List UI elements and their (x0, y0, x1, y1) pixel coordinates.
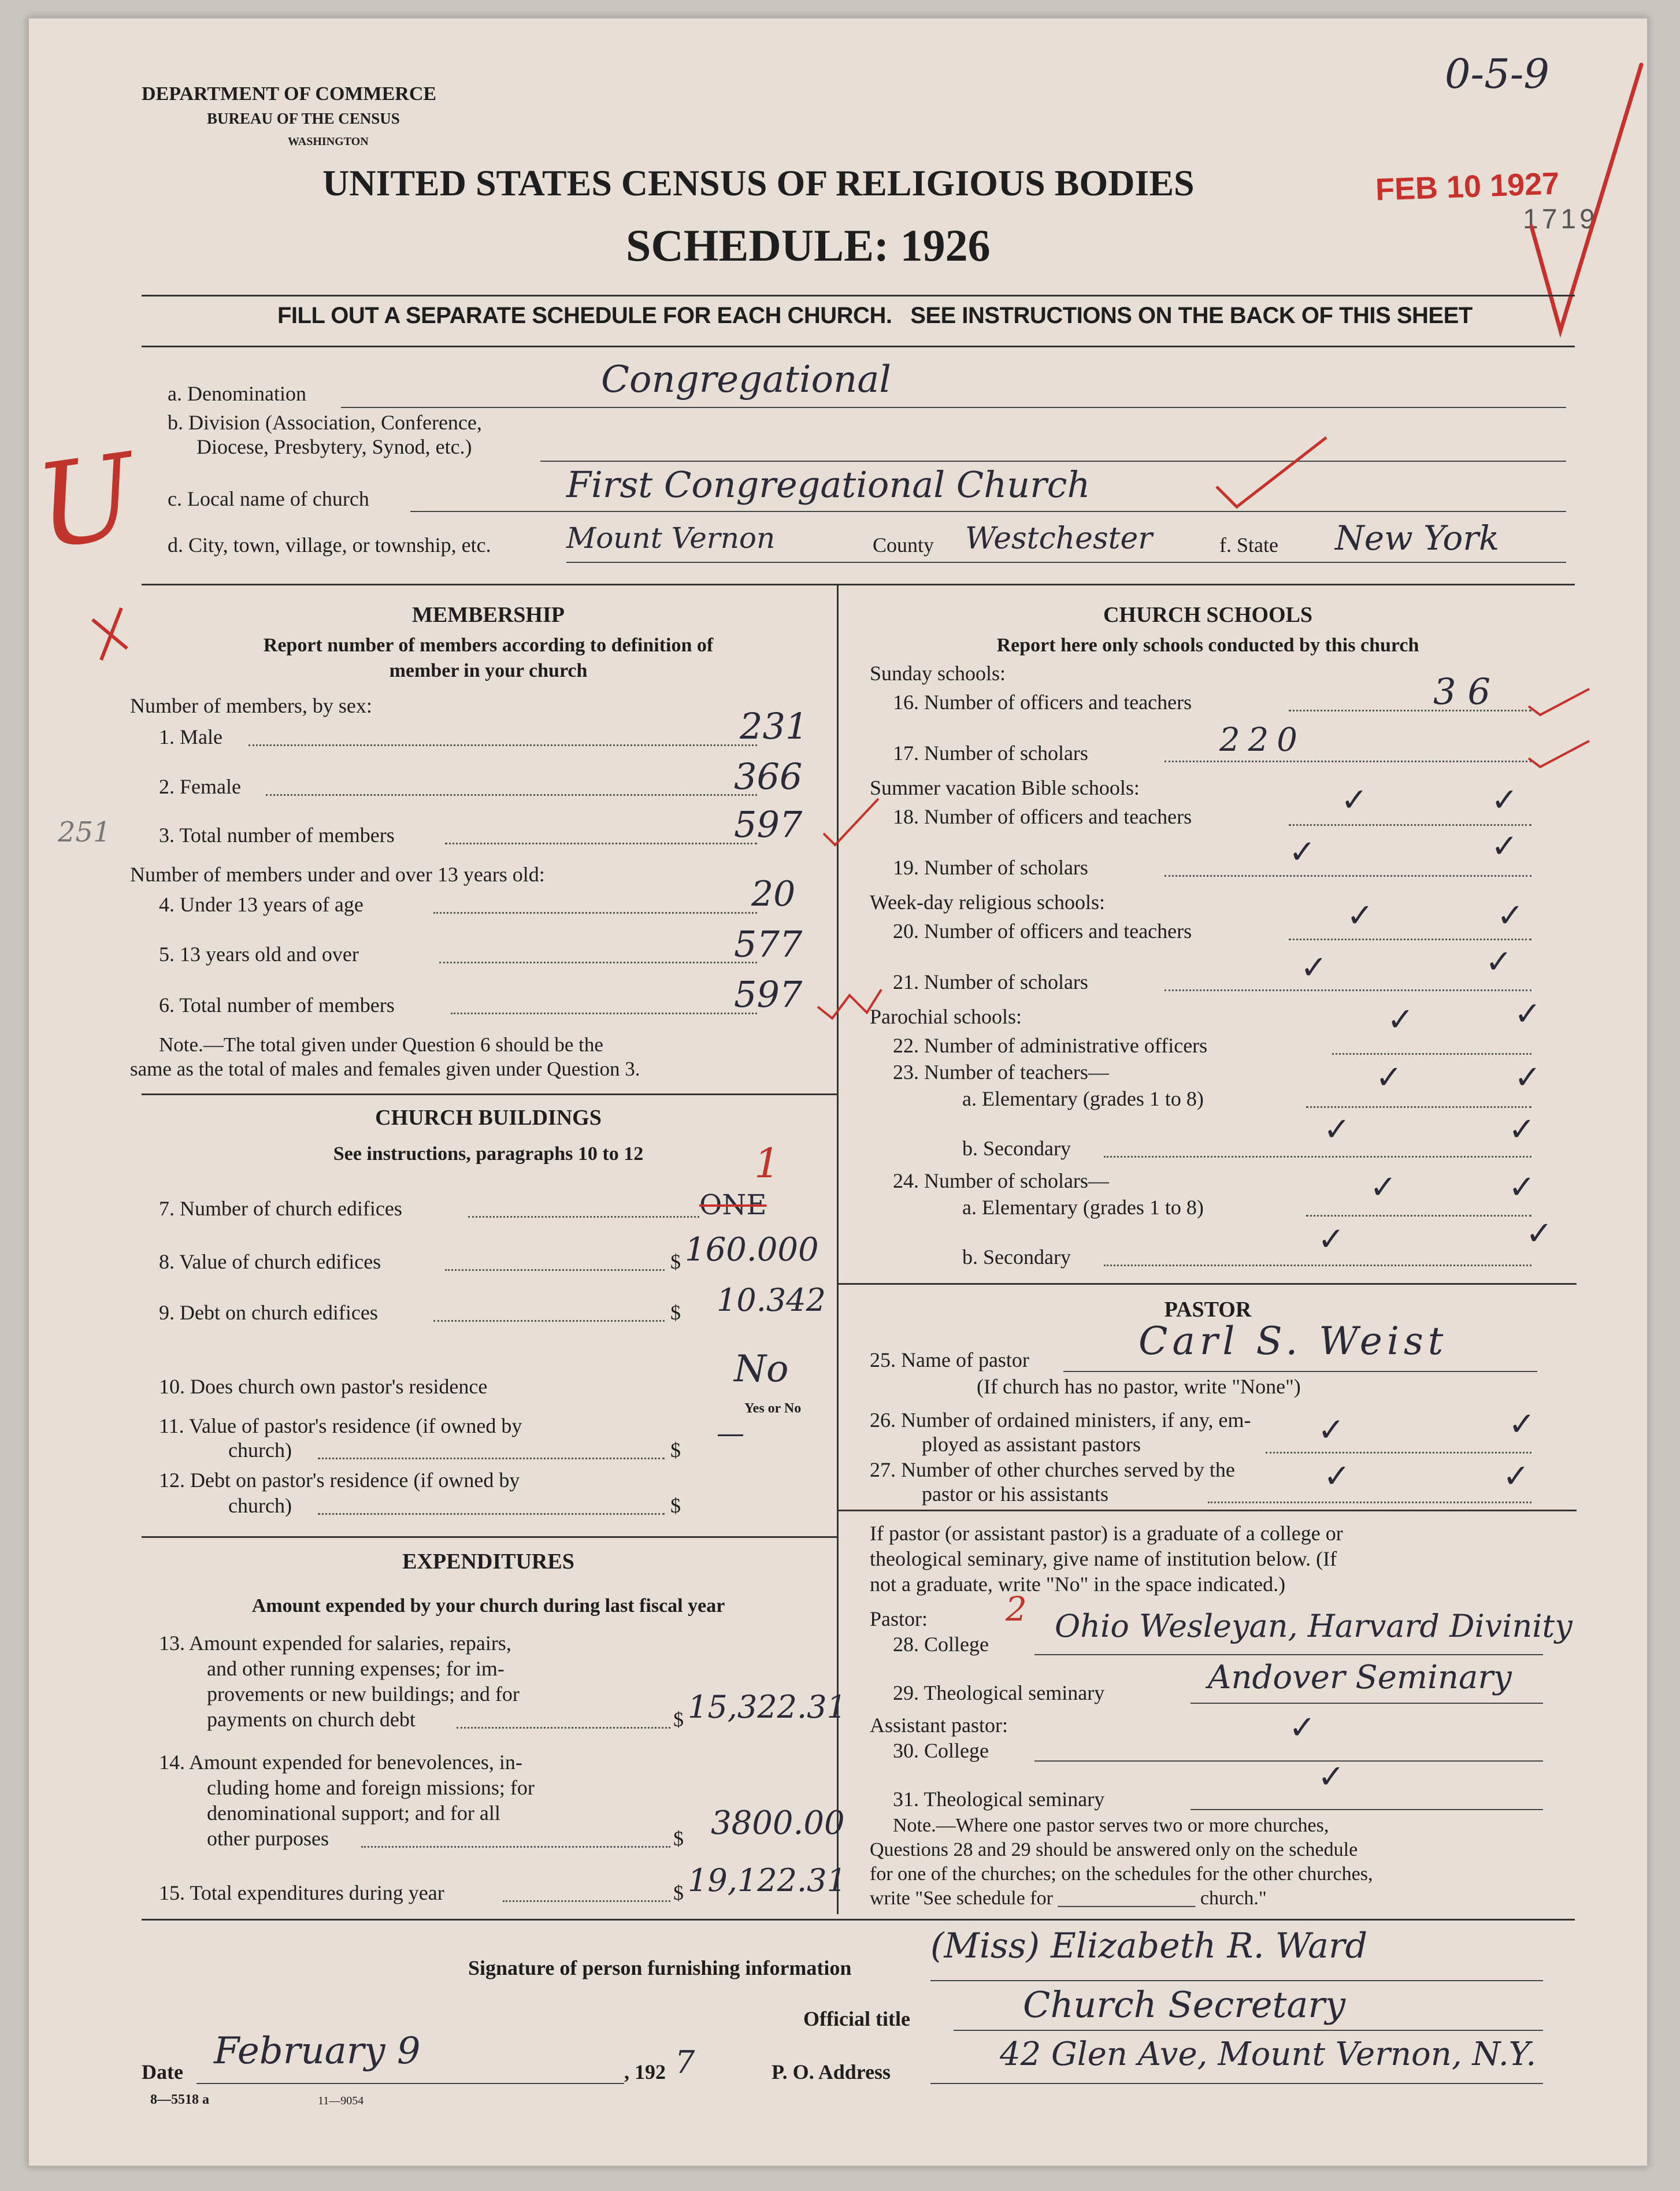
q23-label: 23. Number of teachers— (893, 1061, 1109, 1084)
q10-value[interactable]: No (734, 1348, 789, 1391)
q2-female-value[interactable]: 366 (734, 755, 803, 798)
q25-label: 25. Name of pastor (870, 1348, 1029, 1371)
county-label: County (873, 533, 934, 557)
members-by-age-label: Number of members under and over 13 years old: (130, 863, 545, 886)
q8-dollar: $ (670, 1250, 681, 1273)
schools-subheading: Report here only schools conducted by this church (996, 635, 1419, 656)
division-label-2: Diocese, Presbytery, Synod, etc.) (196, 435, 472, 458)
weekday-schools-label: Week-day religious schools: (870, 891, 1106, 914)
address-label: P. O. Address (772, 2060, 891, 2084)
q15-value[interactable]: 19,122.31 (688, 1862, 847, 1899)
check-q27-a: ✓ (1323, 1458, 1351, 1495)
department-label: DEPARTMENT OF COMMERCE (142, 83, 437, 105)
check-q21-a: ✓ (1300, 949, 1327, 987)
q11-value[interactable]: — (717, 1417, 744, 1449)
q6-total-label: 6. Total number of members (159, 993, 395, 1017)
q12-dollar: $ (670, 1494, 681, 1517)
q11-label-1: 11. Value of pastor's residence (if owned by (159, 1414, 522, 1437)
margin-note-251: 251 (58, 816, 111, 848)
q24a-label: a. Elementary (grades 1 to 8) (962, 1196, 1204, 1219)
check-q18-b: ✓ (1491, 781, 1518, 819)
q14-label-1: 14. Amount expended for benevolences, in- (159, 1751, 522, 1774)
check-q23a-b: ✓ (1514, 1059, 1541, 1096)
pastor-note-1: Note.—Where one pastor serves two or more churches, (893, 1815, 1329, 1836)
denomination-label: a. Denomination (168, 382, 306, 405)
q24b-label: b. Secondary (962, 1245, 1071, 1269)
q26-label-2: ployed as assistant pastors (922, 1433, 1141, 1456)
assistant-pastor-label: Assistant pastor: (870, 1714, 1008, 1737)
check-q21-b: ✓ (1485, 943, 1512, 981)
q7-edifices-value[interactable]: 1 (754, 1140, 780, 1187)
check-q20-a: ✓ (1347, 897, 1374, 935)
q27-label-2: pastor or his assistants (922, 1482, 1108, 1506)
graduate-instructions-2: theological seminary, give name of institution below. (If (870, 1547, 1337, 1570)
q28-label: 28. College (893, 1633, 989, 1656)
q13-label-1: 13. Amount expended for salaries, repairs, (159, 1632, 511, 1655)
q13-label-2: and other running expenses; for im- (207, 1657, 505, 1680)
membership-heading: MEMBERSHIP (412, 603, 565, 627)
signature-value[interactable]: (Miss) Elizabeth R. Ward (930, 1926, 1368, 1966)
q6-total-value[interactable]: 597 (734, 973, 803, 1015)
q25-pastor-name[interactable]: Carl S. Weist (1138, 1319, 1448, 1363)
q13-value[interactable]: 15,322.31 (688, 1689, 847, 1725)
q1-male-label: 1. Male (159, 725, 222, 748)
county-value[interactable]: Westchester (965, 521, 1153, 556)
q19-label: 19. Number of scholars (893, 856, 1088, 879)
q26-label-1: 26. Number of ordained ministers, if any, em- (870, 1408, 1251, 1432)
q22-label: 22. Number of administrative officers (893, 1034, 1208, 1057)
margin-cross-mark (81, 602, 144, 666)
q9-debt-label: 9. Debt on church edifices (159, 1301, 378, 1324)
form-number: 8—5518 a (150, 2092, 209, 2107)
check-q23b-b: ✓ (1508, 1111, 1536, 1148)
check-q18-a: ✓ (1341, 781, 1368, 819)
q24-label: 24. Number of scholars— (893, 1169, 1109, 1192)
q11-label-2: church) (228, 1439, 292, 1462)
print-number: 11—9054 (318, 2094, 364, 2107)
stamp-number: 1719 (1523, 204, 1599, 235)
q16-value[interactable]: 36 (1433, 670, 1502, 713)
expenditures-heading: EXPENDITURES (402, 1549, 574, 1574)
q8-value[interactable]: 160.000 (685, 1231, 819, 1269)
document-title: UNITED STATES CENSUS OF RELIGIOUS BODIES (322, 162, 1195, 203)
check-q22-a: ✓ (1387, 1001, 1414, 1039)
membership-note-1: Note.—The total given under Question 6 should be the (159, 1033, 603, 1056)
division-label: b. Division (Association, Conference, (168, 411, 482, 434)
membership-subheading-2: member in your church (389, 660, 588, 681)
city-label: WASHINGTON (288, 135, 369, 148)
q16-label: 16. Number of officers and teachers (893, 691, 1192, 714)
q9-dollar: $ (670, 1301, 681, 1324)
red-tick-mark (1214, 435, 1329, 510)
margin-mark-u: U (28, 428, 144, 576)
q18-label: 18. Number of officers and teachers (893, 805, 1192, 828)
q13-label-3: provements or new buildings; and for (207, 1682, 520, 1706)
check-q26-b: ✓ (1508, 1406, 1536, 1443)
q14-label-3: denominational support; and for all (207, 1801, 500, 1825)
state-label: f. State (1219, 533, 1278, 557)
check-q27-b: ✓ (1503, 1458, 1530, 1495)
red-tick-q3 (821, 793, 884, 851)
schools-heading: CHURCH SCHOOLS (1103, 603, 1313, 627)
q12-label-2: church) (228, 1494, 292, 1517)
denomination-value[interactable]: Congregational (601, 358, 891, 401)
yes-no-hint: Yes or No (744, 1401, 802, 1416)
q23b-label: b. Secondary (962, 1137, 1071, 1160)
check-q20-b: ✓ (1497, 897, 1524, 935)
pastor-mark-2: 2 (1006, 1589, 1027, 1629)
q5-over13-label: 5. 13 years old and over (159, 943, 359, 966)
q20-label: 20. Number of officers and teachers (893, 920, 1192, 943)
bureau-label: BUREAU OF THE CENSUS (207, 110, 400, 127)
q1-male-value[interactable]: 231 (740, 705, 809, 747)
parochial-schools-label: Parochial schools: (870, 1005, 1022, 1028)
q8-value-label: 8. Value of church edifices (159, 1250, 381, 1273)
q30-label: 30. College (893, 1739, 989, 1762)
graduate-instructions-3: not a graduate, write "No" in the space indicated.) (870, 1573, 1286, 1596)
date-value[interactable]: February 9 (214, 2030, 421, 2073)
q14-label-4: other purposes (207, 1827, 329, 1850)
q28-college-value[interactable]: Ohio Wesleyan, Harvard Divinity (1055, 1608, 1573, 1644)
census-schedule-sheet (28, 17, 1648, 2167)
q15-label: 15. Total expenditures during year (159, 1881, 444, 1904)
pastor-sub-label: Pastor: (870, 1607, 928, 1630)
check-q31: ✓ (1318, 1758, 1345, 1796)
check-q24b-a: ✓ (1318, 1221, 1345, 1258)
year-prefix: , 192 (624, 2060, 666, 2084)
pastor-note-2: Questions 28 and 29 should be answered only on the schedule (870, 1839, 1358, 1860)
city-town-value[interactable]: Mount Vernon (566, 521, 776, 555)
q9-value[interactable]: 10.342 (717, 1282, 826, 1318)
graduate-instructions-1: If pastor (or assistant pastor) is a graduate of a college or (870, 1522, 1343, 1545)
sunday-schools-label: Sunday schools: (870, 662, 1006, 685)
q29-seminary-value[interactable]: Andover Seminary (1208, 1659, 1512, 1696)
q14-dollar: $ (673, 1827, 684, 1850)
check-q24b-b: ✓ (1526, 1215, 1553, 1252)
official-title-label: Official title (803, 2007, 910, 2030)
red-ticks-q16-q17 (1526, 666, 1595, 781)
local-name-value[interactable]: First Congregational Church (566, 464, 1091, 506)
address-value[interactable]: 42 Glen Ave, Mount Vernon, N.Y. (1000, 2036, 1537, 2073)
buildings-subheading: See instructions, paragraphs 10 to 12 (333, 1143, 644, 1165)
check-q22-b: ✓ (1514, 995, 1541, 1033)
q3-total-label: 3. Total number of members (159, 824, 395, 847)
check-q23b-a: ✓ (1323, 1111, 1351, 1148)
q25-note: (If church has no pastor, write "None") (977, 1375, 1301, 1398)
check-q19-b: ✓ (1491, 828, 1518, 865)
q29-label: 29. Theological seminary (893, 1681, 1105, 1704)
q17-value[interactable]: 220 (1219, 721, 1306, 759)
q17-label: 17. Number of scholars (893, 742, 1088, 765)
q14-value[interactable]: 3800.00 (711, 1804, 845, 1842)
q5-over13-value[interactable]: 577 (734, 923, 803, 965)
signature-label: Signature of person furnishing information (468, 1956, 852, 1979)
pastor-note-4: write "See schedule for ______________ church." (870, 1888, 1267, 1909)
city-town-label: d. City, town, village, or township, etc. (168, 533, 491, 557)
pastor-note-3: for one of the churches; on the schedules for the other churches, (870, 1863, 1373, 1885)
members-by-sex-label: Number of members, by sex: (130, 694, 372, 717)
check-q30: ✓ (1289, 1709, 1316, 1747)
q4-under13-label: 4. Under 13 years of age (159, 893, 364, 916)
fill-instructions: FILL OUT A SEPARATE SCHEDULE FOR EACH CHURCH. SEE INSTRUCTIONS ON THE BACK OF THIS SHEET (277, 303, 1473, 328)
check-q24a-a: ✓ (1370, 1169, 1397, 1206)
q10-residence-label: 10. Does church own pastor's residence (159, 1375, 488, 1398)
q3-total-value[interactable]: 597 (734, 803, 803, 846)
check-q24a-b: ✓ (1508, 1169, 1536, 1206)
q31-label: 31. Theological seminary (893, 1788, 1105, 1811)
q23a-label: a. Elementary (grades 1 to 8) (962, 1087, 1204, 1110)
state-value[interactable]: New York (1335, 518, 1500, 558)
q12-label-1: 12. Debt on pastor's residence (if owned by (159, 1469, 520, 1492)
buildings-heading: CHURCH BUILDINGS (375, 1106, 602, 1130)
file-code: 0-5-9 (1445, 50, 1549, 98)
schedule-title: SCHEDULE: 1926 (626, 220, 991, 270)
q27-label-1: 27. Number of other churches served by the (870, 1458, 1235, 1481)
q21-label: 21. Number of scholars (893, 970, 1088, 993)
received-date-stamp: FEB 10 1927 (1375, 166, 1560, 207)
q15-dollar: $ (673, 1881, 684, 1904)
official-title-value[interactable]: Church Secretary (1023, 1984, 1346, 2026)
check-q19-a: ✓ (1289, 833, 1316, 871)
check-q26-a: ✓ (1318, 1411, 1345, 1449)
q14-label-2: cluding home and foreign missions; for (207, 1776, 535, 1799)
q11-dollar: $ (670, 1439, 681, 1462)
expenditures-subheading: Amount expended by your church during last fiscal year (251, 1595, 725, 1617)
summer-schools-label: Summer vacation Bible schools: (870, 776, 1140, 799)
membership-note-2: same as the total of males and females given under Question 3. (130, 1058, 640, 1080)
q4-under13-value[interactable]: 20 (751, 874, 796, 914)
q7-edifices-struck: ONE (699, 1189, 767, 1221)
local-name-label: c. Local name of church (168, 487, 369, 510)
red-check-mark (1508, 53, 1647, 354)
year-value[interactable]: 7 (675, 2044, 695, 2081)
q2-female-label: 2. Female (159, 775, 241, 798)
q13-label-4: payments on church debt (207, 1708, 416, 1731)
check-q23a-a: ✓ (1375, 1059, 1403, 1096)
pastor-heading: PASTOR (1164, 1297, 1252, 1322)
date-label: Date (142, 2060, 183, 2084)
membership-subheading: Report number of members according to definition of (263, 635, 714, 656)
q7-edifices-label: 7. Number of church edifices (159, 1197, 402, 1220)
q13-dollar: $ (673, 1708, 684, 1731)
